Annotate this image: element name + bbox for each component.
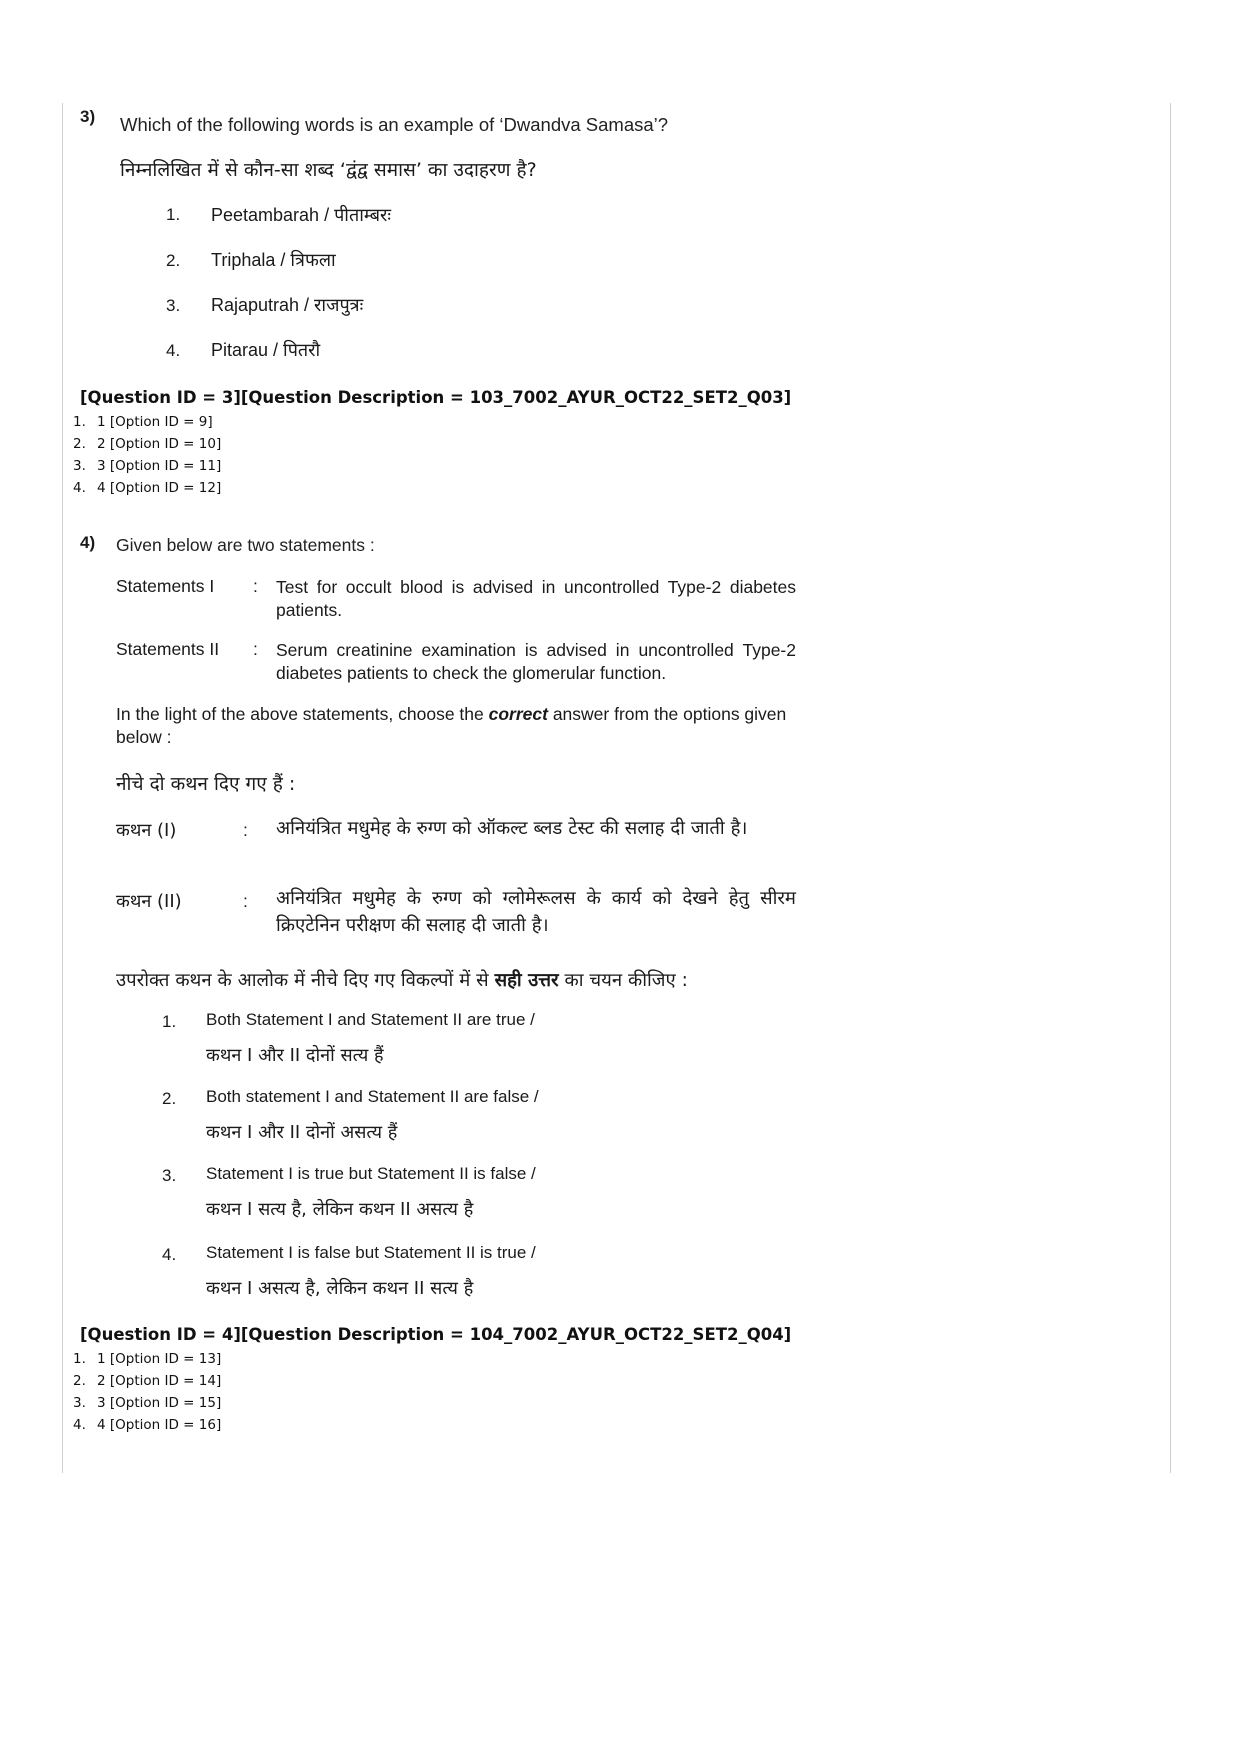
choice-text: Peetambarah / पीताम्बरः: [211, 205, 392, 225]
choice-text-hi: कथन I और II दोनों असत्य हैं: [206, 1122, 398, 1143]
choice-number: 1.: [166, 205, 181, 224]
statement-label: Statements II: [116, 639, 220, 659]
page-border-right: [1170, 103, 1171, 1473]
option-row: 3. 3 [Option ID = 11]: [73, 458, 222, 474]
statement-label: कथन (I): [116, 820, 177, 841]
choice-number: 4.: [166, 341, 181, 360]
question-number: 3): [80, 107, 96, 126]
option-row: 2. 2 [Option ID = 14]: [73, 1373, 222, 1389]
choice-number: 3.: [166, 296, 181, 315]
option-row: 4. 4 [Option ID = 16]: [73, 1417, 222, 1433]
option-id-list: [73, 1348, 221, 1436]
question-text-hi: निम्नलिखित में से कौन-सा शब्द ‘द्वंद्व समास’ का उदाहरण है?: [120, 159, 537, 181]
statement-colon: :: [253, 576, 258, 596]
statement-label: Statements I: [116, 576, 215, 596]
question-text-en: Which of the following words is an example of ‘Dwandva Samasa’?: [120, 114, 669, 135]
question-number: 4): [80, 533, 96, 552]
page-border-left: [62, 103, 63, 1473]
option-row: 2. 2 [Option ID = 10]: [73, 436, 222, 452]
option-row: 1. 1 [Option ID = 13]: [73, 1351, 222, 1367]
statement-label: कथन (II): [116, 891, 182, 912]
question-meta: [Question ID = 4][Question Description = 104_7002_AYUR_OCT22_SET2_Q04]: [80, 1325, 792, 1344]
statement-colon: :: [243, 891, 248, 911]
choice-text: Triphala / त्रिफला: [211, 250, 336, 270]
choice-number: 1.: [162, 1012, 177, 1031]
statement-colon: :: [253, 639, 258, 659]
statement-text: Serum creatinine examination is advised in uncontrolled Type-2 diabetes patients to check the glomerular function.: [276, 640, 796, 683]
option-row: 3. 3 [Option ID = 15]: [73, 1395, 222, 1411]
statement-text: अनियंत्रित मधुमेह के रुग्ण को ऑकल्ट ब्लड टेस्ट की सलाह दी जाती है।: [276, 818, 748, 839]
choice-text-en: Statement I is false but Statement II is true /: [206, 1243, 536, 1262]
statement-text: Test for occult blood is advised in uncontrolled Type-2 diabetes patients.: [276, 577, 796, 620]
choice-text-en: Both statement I and Statement II are false /: [206, 1087, 539, 1106]
statement-colon: :: [243, 820, 248, 840]
choice-text: Rajaputrah / राजपुत्रः: [211, 295, 364, 315]
question-meta: [Question ID = 3][Question Description = 103_7002_AYUR_OCT22_SET2_Q03]: [80, 388, 792, 407]
option-row: 1. 1 [Option ID = 9]: [73, 414, 213, 430]
option-id-list: [73, 411, 221, 499]
instruction-en: In the light of the above statements, choose the correct answer from the options given below :: [116, 704, 787, 747]
choice-text-hi: कथन I असत्य है, लेकिन कथन II सत्य है: [206, 1278, 474, 1299]
instruction-hi: उपरोक्त कथन के आलोक में नीचे दिए गए विकल्पों में से सही उत्तर का चयन कीजिए :: [116, 970, 688, 991]
question-intro-en: Given below are two statements :: [116, 535, 375, 555]
choice-text-hi: कथन I सत्य है, लेकिन कथन II असत्य है: [206, 1199, 474, 1220]
choice-text-hi: कथन I और II दोनों सत्य हैं: [206, 1045, 384, 1066]
question-intro-hi: नीचे दो कथन दिए गए हैं :: [116, 773, 296, 795]
choice-number: 4.: [162, 1245, 177, 1264]
choice-text-en: Both Statement I and Statement II are true /: [206, 1010, 535, 1029]
statement-text: अनियंत्रित मधुमेह के रुग्ण को ग्लोमेरूलस के कार्य को देखने हेतु सीरम क्रिएटेनिन परीक्षण की सलाह दी जाती है।: [276, 888, 796, 936]
choice-number: 3.: [162, 1166, 177, 1185]
choice-text: Pitarau / पितरौ: [211, 340, 321, 360]
choice-number: 2.: [166, 251, 181, 270]
choice-text-en: Statement I is true but Statement II is false /: [206, 1164, 536, 1183]
option-row: 4. 4 [Option ID = 12]: [73, 480, 222, 496]
choice-number: 2.: [162, 1089, 177, 1108]
